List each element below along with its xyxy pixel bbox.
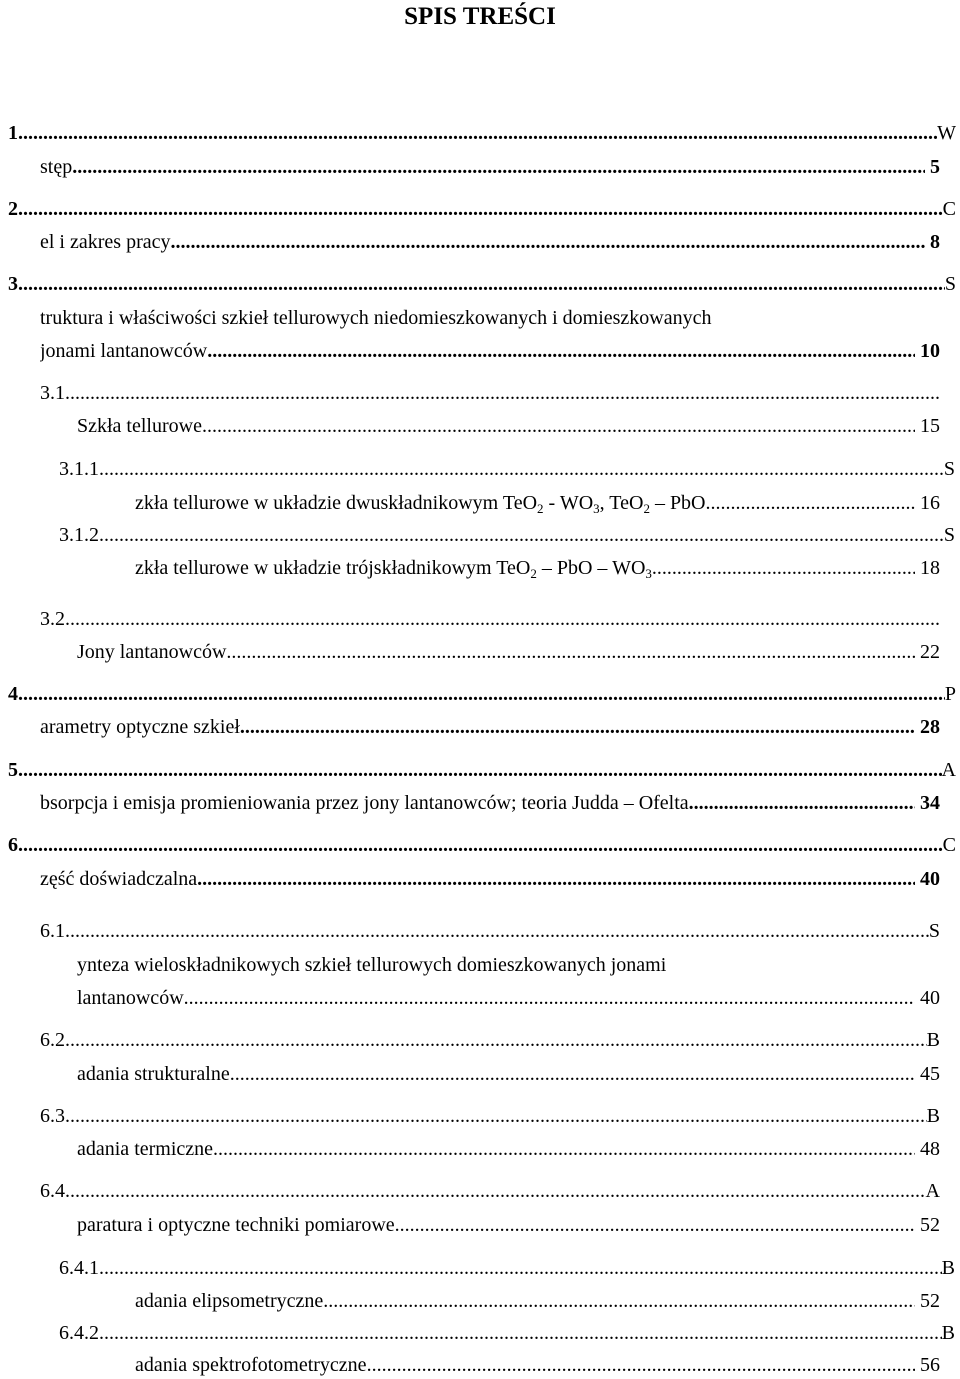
entry-tail: A [941,759,956,781]
entry-number: 1. [8,122,23,144]
toc-entry-5-text[interactable] [40,790,940,816]
toc-entry-3-1-2-heading[interactable] [59,522,955,548]
entry-tail: P [944,683,956,705]
entry-title: Jony lantanowców [77,641,227,663]
entry-title: zkła tellurowe w układzie dwuskładnikowym $TeO_2 - WO_3$, TeO$_2$ – PbO [135,492,706,516]
toc-entry-6-4-2-heading[interactable] [59,1320,955,1346]
entry-page: 15 [920,415,940,437]
entry-page: 28 [920,716,940,738]
toc-entry-6-2-text[interactable] [77,1061,940,1087]
entry-tail: S [943,524,955,546]
entry-title: ynteza wieloskładnikowych szkieł tellurowych domieszkowanych jonami [77,954,667,976]
entry-page: 22 [920,641,940,663]
toc-entry-3-1-text[interactable] [77,413,940,439]
toc-entry-4-heading[interactable] [8,681,956,707]
toc-entry-6-1-text-line2[interactable] [77,985,940,1011]
entry-page: 10 [920,340,940,362]
entry-page: 34 [920,792,940,814]
entry-title: adania termiczne [77,1138,214,1160]
entry-tail: A [925,1180,940,1202]
entry-title: adania spektrofotometryczne [135,1354,367,1376]
entry-number: 3.1. [40,382,70,404]
entry-number: 3.1.2. [59,524,104,546]
toc-entry-1-text[interactable] [40,154,940,180]
entry-number: 5. [8,759,23,781]
toc-entry-6-3-heading[interactable] [40,1103,940,1129]
toc-entry-1-heading[interactable] [8,120,956,146]
entry-title: zkła tellurowe w układzie trójskładnikowym TeO$_2$ – PbO – $WO_3$ [135,557,652,581]
entry-title: el i zakres pracy [40,231,171,253]
entry-page: 52 [920,1290,940,1312]
entry-number: 6.4.2. [59,1322,104,1344]
entry-tail: C [942,834,956,856]
entry-tail: B [941,1322,955,1344]
entry-page: 45 [920,1063,940,1085]
entry-tail: S [944,273,956,295]
entry-number: 2. [8,198,23,220]
entry-number: 6.1. [40,920,70,942]
toc-entry-3-1-heading[interactable] [40,380,940,406]
entry-tail: S [928,920,940,942]
entry-title: stęp [40,156,73,178]
entry-tail: B [926,1105,940,1127]
entry-tail: B [941,1257,955,1279]
toc-entry-3-2-text[interactable] [77,639,940,665]
toc-entry-6-1-heading[interactable] [40,918,940,944]
toc-entry-6-4-text[interactable] [77,1212,940,1238]
entry-title: truktura i właściwości szkieł tellurowych niedomieszkowanych i domieszkowanych [40,307,712,329]
entry-title: adania elipsometryczne [135,1290,324,1312]
entry-number: 6.4. [40,1180,70,1202]
toc-entry-6-2-heading[interactable] [40,1027,940,1053]
entry-page: 40 [920,987,940,1009]
entry-title: Szkła tellurowe [77,415,202,437]
toc-entry-3-text-line2[interactable] [40,338,940,364]
toc-entry-6-3-text[interactable] [77,1136,940,1162]
entry-number: 6.4.1. [59,1257,104,1279]
entry-title: adania strukturalne [77,1063,230,1085]
toc-entry-3-text-line1[interactable] [40,305,940,331]
entry-title: arametry optyczne szkieł [40,716,240,738]
entry-page: 5 [930,156,940,178]
entry-title: bsorpcja i emisja promieniowania przez jony lantanowców; teoria Judda – Ofelta [40,792,689,814]
entry-title: jonami lantanowców [40,340,208,362]
toc-entry-2-text[interactable] [40,229,940,255]
entry-number: 3.2. [40,608,70,630]
entry-title: zęść doświadczalna [40,868,198,890]
toc-entry-6-4-2-text[interactable] [135,1352,940,1378]
toc-entry-6-4-heading[interactable] [40,1178,940,1204]
entry-number: 6.3. [40,1105,70,1127]
toc-entry-6-text[interactable] [40,866,940,892]
entry-page: 48 [920,1138,940,1160]
entry-page: 8 [930,231,940,253]
toc-entry-3-1-1-text[interactable] [135,490,940,516]
entry-number: 3.1.1. [59,458,104,480]
toc-entry-6-1-text-line1[interactable] [77,952,940,978]
toc-entry-3-1-2-text[interactable] [135,555,940,581]
toc-entry-6-4-1-text[interactable] [135,1288,940,1314]
toc-entry-6-heading[interactable] [8,832,956,858]
entry-page: 56 [920,1354,940,1376]
entry-title: paratura i optyczne techniki pomiarowe [77,1214,395,1236]
page-title: SPIS TREŚCI [404,3,556,30]
entry-page: 16 [920,492,940,514]
toc-entry-3-1-1-heading[interactable] [59,456,955,482]
entry-page: 52 [920,1214,940,1236]
toc-entry-6-4-1-heading[interactable] [59,1255,955,1281]
toc-entry-3-2-heading[interactable] [40,606,940,632]
entry-tail: S [943,458,955,480]
toc-entry-3-heading[interactable] [8,271,956,297]
entry-page: 18 [920,557,940,579]
toc-entry-2-heading[interactable] [8,196,956,222]
entry-number: 4. [8,683,23,705]
entry-number: 6.2. [40,1029,70,1051]
entry-page: 40 [920,868,940,890]
entry-number: 3. [8,273,23,295]
entry-tail: B [926,1029,940,1051]
entry-tail: W [937,122,956,144]
toc-entry-5-heading[interactable] [8,757,956,783]
toc-entry-4-text[interactable] [40,714,940,740]
entry-tail: C [942,198,956,220]
entry-title: lantanowców [77,987,184,1009]
entry-number: 6. [8,834,23,856]
